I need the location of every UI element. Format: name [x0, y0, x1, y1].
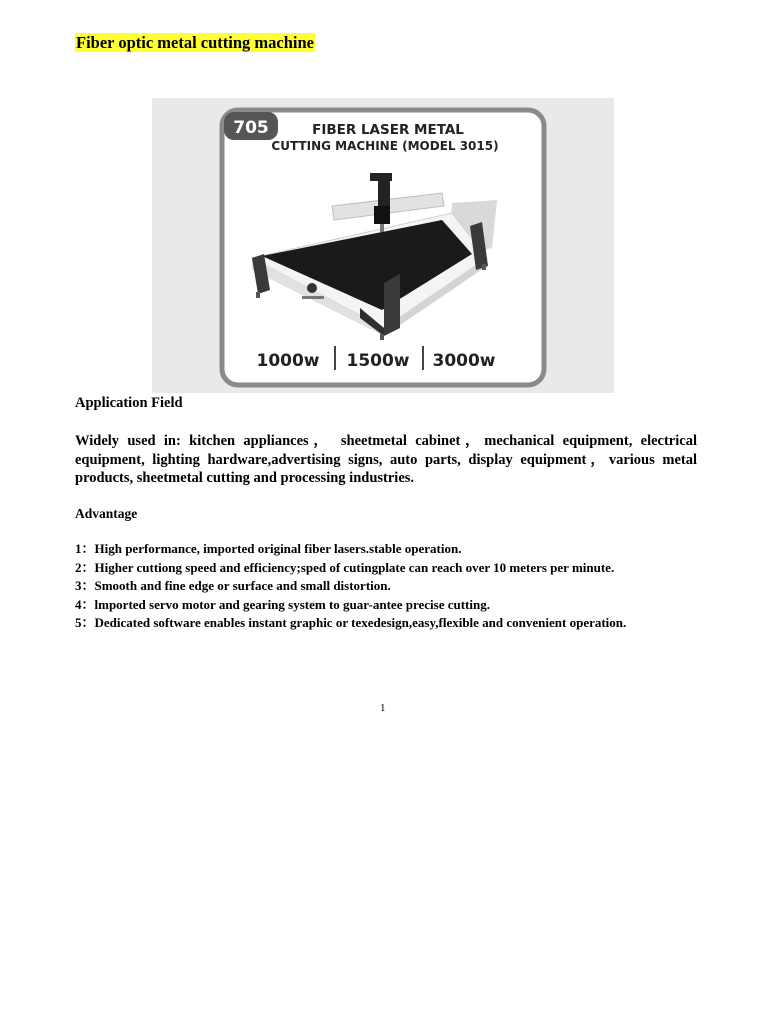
- power-option-1: 1000w: [256, 351, 320, 371]
- product-image: [152, 98, 614, 393]
- figure-heading-line2: CUTTING MACHINE (MODEL 3015): [271, 139, 499, 153]
- advantage-list: [75, 540, 715, 633]
- advantage-item: 1：High performance, imported original fiber lasers.stable operation.: [75, 541, 462, 556]
- page-number: 1: [380, 702, 386, 714]
- advantage-item: 4：lmported servo motor and gearing system to guar-antee precise cutting.: [75, 596, 490, 612]
- figure-heading-line1: FIBER LASER METAL: [312, 122, 464, 138]
- application-field-heading: Application Field: [75, 395, 183, 411]
- advantage-item: 5：Dedicated software enables instant graphic or texedesign,easy,flexible and convenient operation.: [75, 615, 627, 630]
- badge-text: 705: [233, 118, 269, 138]
- power-divider: [422, 346, 424, 370]
- document-title: Fiber optic metal cutting machine: [76, 33, 314, 52]
- advantage-item: 2：Higher cuttiong speed and efficiency;sped of cutingplate can reach over 10 meters per minute.: [75, 559, 615, 575]
- power-divider: [334, 346, 336, 370]
- advantage-heading: Advantage: [75, 506, 138, 521]
- power-option-2: 1500w: [346, 351, 410, 371]
- advantage-item: 3：Smooth and fine edge or surface and small distortion.: [75, 578, 391, 593]
- power-option-3: 3000w: [432, 351, 496, 371]
- application-field-text: Widely used in: kitchen appliances， sheetmetal cabinet，mechanical equipment, electrical equipment, lighting hardware,advertising signs, auto parts, display equipment，various metal products, sheetmetal cutting and processing industries.: [75, 433, 697, 486]
